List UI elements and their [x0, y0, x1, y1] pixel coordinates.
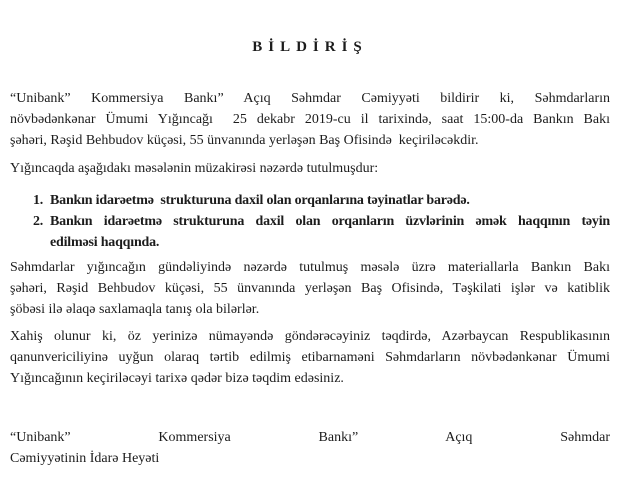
text-line: şöbəsi ilə əlaqə saxlamaqla tanış ola bilərlər. [10, 302, 260, 317]
agenda-item-text [50, 190, 610, 211]
paragraph-materials [10, 257, 610, 320]
paragraph-agenda-lead [10, 158, 610, 179]
text-line: “Unibank” Kommersiya Bankı” Açıq Səhmdar Cəmiyyəti bildirir ki, Səhmdarların [10, 91, 610, 106]
text-line: edilməsi haqqında. [50, 235, 160, 250]
text-line: qanunvericiliyinə uyğun olaraq tərtib edilmiş etibarnaməni Səhmdarların növbədənkənar Ümumi [10, 350, 610, 365]
text-line: Bankın idarəetmə strukturuna daxil olan orqanların üzvlərinin əmək haqqının təyin [50, 214, 610, 229]
text-line: Səhmdarlar yığıncağın gündəliyində nəzərdə tutulmuş məsələ üzrə materiallarla Bankın Bakı [10, 260, 610, 275]
agenda-item-number: 2. [33, 214, 44, 229]
text-line: “Unibank” Kommersiya Bankı” Açıq Səhmdar [10, 430, 610, 445]
text-line: növbədənkənar Ümumi Yığıncağı 25 dekabr 2019-cu il tarixində, saat 15:00-da Bankın Bakı [10, 112, 610, 127]
paragraph-intro [10, 88, 610, 151]
text-line: Yığıncağının keçiriləcəyi tarixə qədər bizə təqdim edəsiniz. [10, 371, 344, 386]
agenda-item-text [50, 211, 610, 253]
agenda-item-number: 1. [33, 193, 44, 208]
text-line: Yığıncaqda aşağıdakı məsələnin müzakirəsi nəzərdə tutulmuşdur: [10, 161, 379, 176]
text-line: Bankın idarəetmə strukturuna daxil olan orqanlarına təyinatlar barədə. [50, 193, 470, 208]
text-line: şəhəri, Rəşid Behbudov küçəsi, 55 ünvanında yerləşən Baş Ofisində, Təşkilati işlər və katiblik [10, 281, 610, 296]
text-line: şəhəri, Rəşid Behbudov küçəsi, 55 ünvanında yerləşən Baş Ofisində keçiriləcəkdir. [10, 133, 479, 148]
paragraph-proxy [10, 326, 610, 389]
agenda-item [10, 211, 610, 253]
document-title: BİLDİRİŞ [252, 39, 368, 55]
text-line: Cəmiyyətinin İdarə Heyəti [10, 451, 160, 466]
text-line: Xahiş olunur ki, öz yerinizə nümayəndə göndərəcəyiniz təqdirdə, Azərbaycan Respublikasının [10, 329, 610, 344]
agenda-item [10, 190, 610, 211]
agenda-list [10, 190, 610, 253]
signature-block [10, 427, 610, 469]
